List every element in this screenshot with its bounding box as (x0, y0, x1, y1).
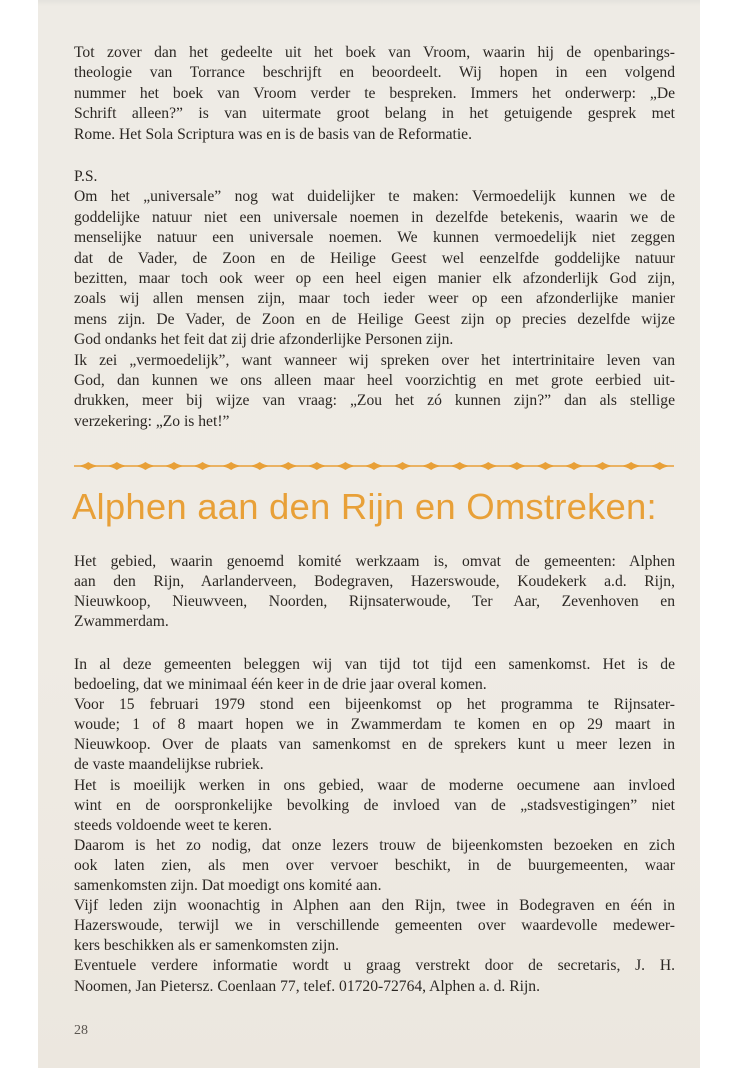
paragraph (74, 695, 675, 775)
text-line: Om het „universale” nog wat duidelijker te maken: Vermoedelijk kunnen we de (74, 188, 675, 206)
diamond-ornament (277, 462, 299, 470)
text-line: Tot zover dan het gedeelte uit het boek van Vroom, waarin hij de openbarings- (74, 44, 675, 61)
paragraph (74, 167, 675, 187)
paragraph (74, 836, 675, 896)
diamond-ornament (449, 462, 471, 470)
text-line: nummer het boek van Vroom verder te bespreken. Immers het onderwerp: „De (74, 84, 675, 102)
text-line: wint en de oorspronkelijke bevolking de invloed van de „stadsvestigingen” niet (74, 796, 675, 814)
text-line: Ik zei „vermoedelijk”, want wanneer wij spreken over het intertrinitaire leven van (74, 351, 675, 369)
text-line: Hazerswoude, terwijl we in verschillende gemeenten over waardevolle medewer- (74, 917, 675, 935)
paragraph (74, 655, 675, 695)
text-line: Voor 15 februari 1979 stond een bijeenkomst op het programma te Rijnsater- (74, 696, 675, 714)
text-line: Rome. Het Sola Scriptura was en is de basis van de Reformatie. (74, 125, 472, 143)
diamond-ornament (506, 462, 528, 470)
text-line: aan den Rijn, Aarlanderveen, Bodegraven, Hazerswoude, Koudekerk a.d. Rijn, (74, 573, 675, 591)
paragraph (74, 776, 675, 836)
text-line: P.S. (74, 168, 98, 185)
text-line: Het gebied, waarin genoemd komité werkzaam is, omvat de gemeenten: Alphen (74, 553, 675, 570)
text-line: Het is moeilijk werken in ons gebied, waar de moderne oecumene aan invloed (74, 776, 675, 794)
paragraph (74, 956, 675, 996)
text-line: bezitten, maar toch ook weer op een heel eigen manier elk afzonderlijk God zijn, (74, 269, 675, 287)
text-line: Vijf leden zijn woonachtig in Alphen aan den Rijn, twee in Bodegraven en één in (74, 897, 675, 915)
diamond-ornament (592, 462, 614, 470)
area-text (74, 552, 675, 632)
text-line: Eventuele verdere informatie wordt u graag verstrekt door de secretaris, J. H. (74, 957, 675, 975)
page-number: 28 (74, 1023, 88, 1038)
text-line: mens zijn. De Vader, de Zoon en de Heilige Geest zijn op precies dezelfde wijze (74, 310, 675, 328)
diamond-divider (74, 459, 674, 473)
details-text (74, 655, 675, 997)
diamond-ornament (106, 462, 128, 470)
text-line: steeds voldoende weet te keren. (74, 816, 272, 834)
diamond-ornament (249, 462, 271, 470)
diamond-ornament (134, 462, 156, 470)
diamond-ornament (392, 462, 414, 470)
text-line: zoals wij allen mensen zijn, maar toch ieder weer op een afzonderlijke manier (74, 290, 675, 308)
diamond-ornament (363, 462, 385, 470)
diamond-ornament (220, 462, 242, 470)
diamond-ornament (420, 462, 442, 470)
text-line: dat de Vader, de Zoon en de Heilige Geest wel eenzelfde goddelijke natuur (74, 249, 675, 267)
intro-text (74, 43, 675, 145)
diamond-ornament (306, 462, 328, 470)
text-line: In al deze gemeenten beleggen wij van tijd tot tijd een samenkomst. Het is de (74, 656, 675, 673)
diamond-ornament (534, 462, 556, 470)
diamond-ornament (163, 462, 185, 470)
text-line: verzekering: „Zo is het!” (74, 412, 230, 430)
text-line: Noomen, Jan Pietersz. Coenlaan 77, telef. 01720-72764, Alphen a. d. Rijn. (74, 977, 540, 995)
paragraph (74, 552, 675, 632)
diamond-ornament (620, 462, 642, 470)
diamond-ornament (477, 462, 499, 470)
text-line: God ondanks het feit dat zij drie afzonderlijke Personen zijn. (74, 331, 454, 349)
text-line: goddelijke natuur niet een universale noemen in dezelfde betekenis, waarin we de (74, 208, 675, 226)
diamond-ornament (563, 462, 585, 470)
paragraph (74, 351, 675, 433)
text-line: Daarom is het zo nodig, dat onze lezers trouw de bijeenkomsten bezoeken en zich (74, 836, 675, 854)
text-line: de vaste maandelijkse rubriek. (74, 756, 264, 774)
postscript-text (74, 167, 675, 432)
text-line: Nieuwkoop. Over de plaats van samenkomst en de sprekers kunt u meer lezen in (74, 736, 675, 754)
text-line: Schrift alleen?” is van uitermate groot belang in het getuigende gesprek met (74, 105, 675, 123)
text-line: bedoeling, dat we minimaal één keer in de drie jaar overal komen. (74, 676, 487, 694)
paragraph (74, 187, 675, 350)
diamond-ornament (334, 462, 356, 470)
text-line: God, dan kunnen we ons alleen maar heel voorzichtig en met grote eerbied uit- (74, 371, 675, 389)
diamond-ornament (649, 462, 671, 470)
diamond-ornament (77, 462, 99, 470)
diamond-ornament (192, 462, 214, 470)
text-line: drukken, meer bij wijze van vraag: „Zou het zó kunnen zijn?” dan als stellige (74, 392, 675, 410)
text-line: Zwammerdam. (74, 613, 169, 631)
section-heading: Alphen aan den Rijn en Omstreken: (72, 486, 657, 527)
paragraph (74, 896, 675, 956)
text-line: theologie van Torrance beschrijft en beoordeelt. Wij hopen in een volgend (74, 64, 675, 82)
text-line: woude; 1 of 8 maart hopen we in Zwammerdam te komen en op 29 maart in (74, 716, 675, 734)
text-line: kers beschikken als er samenkomsten zijn. (74, 937, 340, 955)
text-line: samenkomsten zijn. Dat moedigt ons komité aan. (74, 877, 382, 895)
paragraph (74, 43, 675, 145)
text-line: menselijke natuur een universale noemen. We kunnen vermoedelijk niet zeggen (74, 229, 675, 247)
text-line: ook laten zien, als men over vervoer beschikt, in de buurgemeenten, waar (74, 856, 675, 874)
text-line: Nieuwkoop, Nieuwveen, Noorden, Rijnsaterwoude, Ter Aar, Zevenhoven en (74, 593, 675, 611)
